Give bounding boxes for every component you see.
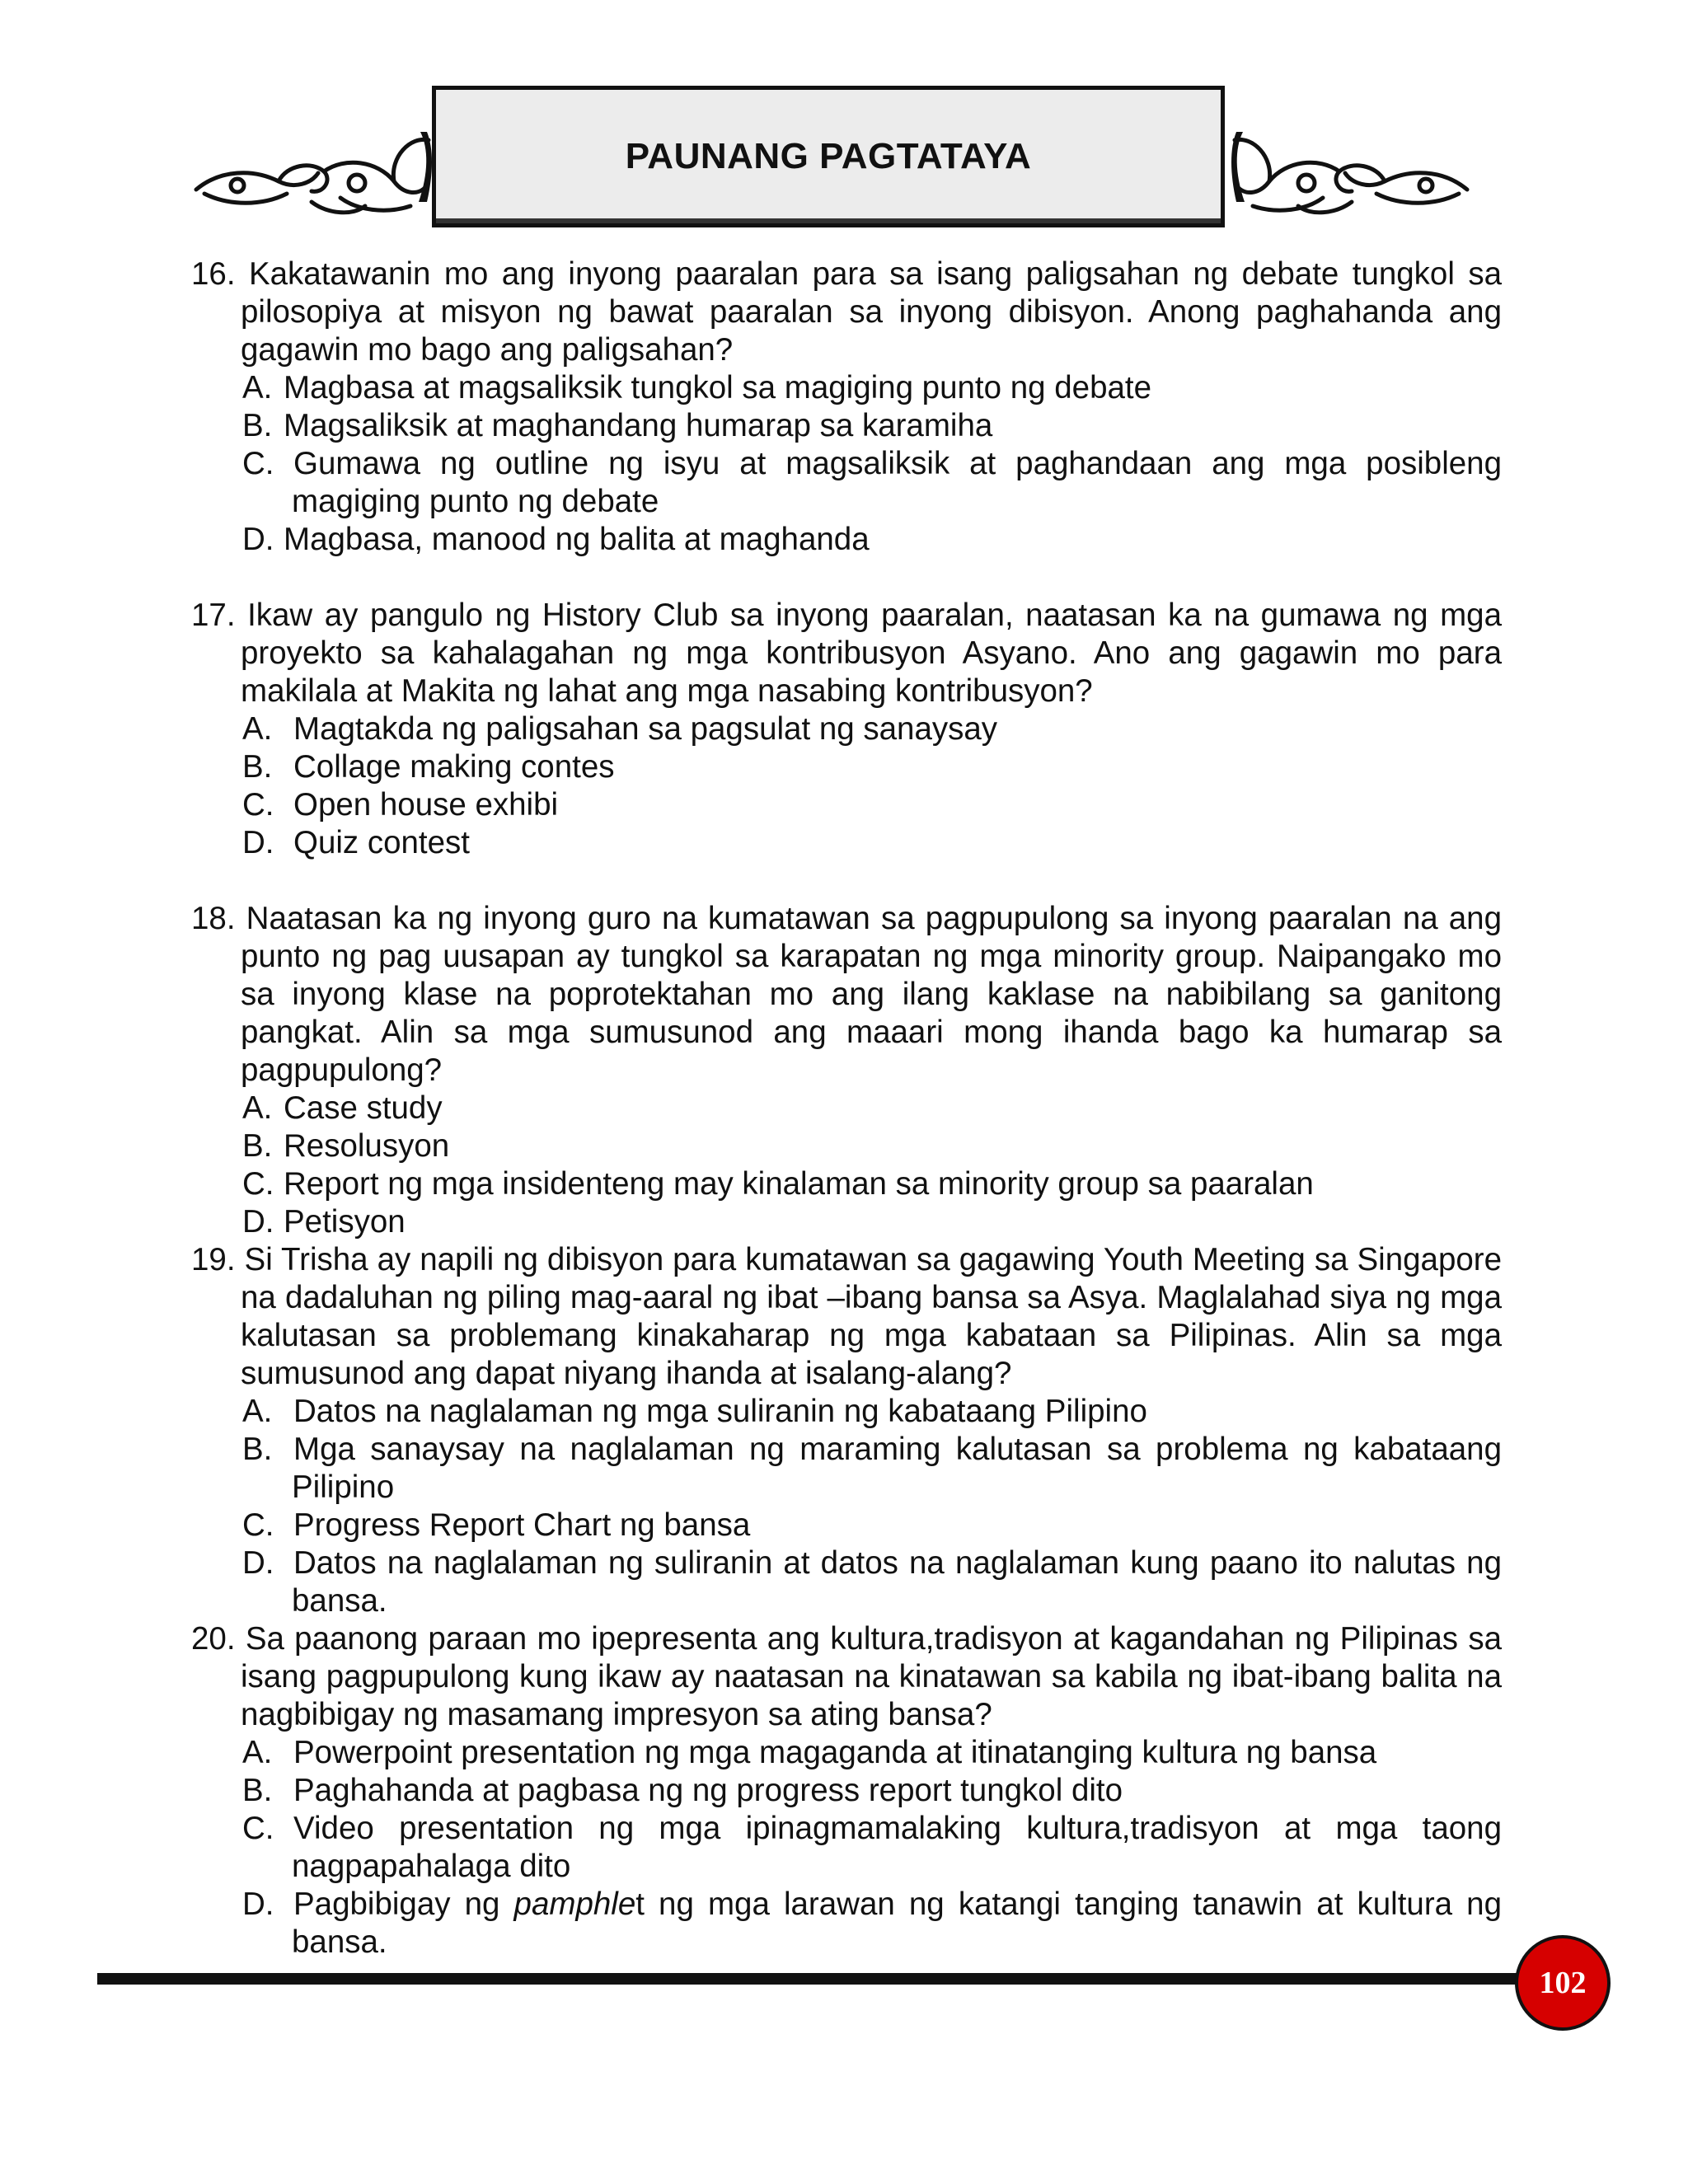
option-text: Case study (284, 1090, 443, 1126)
question-text: Ikaw ay pangulo ng History Club sa inyong paaralan, naatasan ka na gumawa ng mga proyekto sa kahalagahan ng mga kontribusyon Asyano. Ano ang gagawin mo para makilala at Makita ng lahat ang mga nasabing kontribusyon? (241, 598, 1502, 709)
option-text: Petisyon (284, 1204, 406, 1240)
option-letter: D. (242, 1204, 274, 1240)
left-ornament-icon (188, 124, 435, 223)
question-number: 18. (191, 901, 236, 936)
option-text: Report ng mga insidenteng may kinalaman sa minority group sa paaralan (284, 1166, 1314, 1202)
option-text: Powerpoint presentation ng mga magaganda at itinatanging kultura ng bansa (293, 1735, 1377, 1770)
option-text: Magbasa, manood ng balita at maghanda (284, 522, 870, 557)
option-list (191, 369, 1502, 559)
question-text: Si Trisha ay napili ng dibisyon para kumatawan sa gagawing Youth Meeting sa Singapore na dadaluhan ng piling mag-aaral ng ibat –ibang bansa sa Asya. Maglalahad siya ng mga kalutasan sa problemang kinakaharap ng mga kabataan sa Pilipinas. Alin sa mga sumusunod ang dapat niyang ihanda at isalang-alang? (241, 1242, 1503, 1391)
option-letter: B. (242, 408, 273, 443)
option-letter: A. (242, 711, 273, 747)
option-d[interactable] (191, 1886, 1502, 1961)
question-19 (191, 1241, 1502, 1620)
option-a[interactable] (191, 1393, 1502, 1431)
option-a[interactable] (191, 1734, 1502, 1772)
question-text: Sa paanong paraan mo ipepresenta ang kultura,tradisyon at kagandahan ng Pilipinas sa isang pagpupulong kung ikaw ay naatasan na kinatawan sa kabila ng ibat-ibang balita na nagbibigay ng masamang impresyon sa ating bansa? (241, 1621, 1502, 1732)
option-list (191, 710, 1502, 862)
option-b[interactable] (191, 748, 1502, 786)
option-letter: C. (242, 1166, 274, 1202)
page-number: 102 (1539, 1966, 1587, 2000)
option-text-italic: pamphle (513, 1886, 636, 1922)
option-c[interactable] (191, 1810, 1502, 1886)
option-b[interactable] (191, 1431, 1502, 1507)
option-text: Resolusyon (284, 1128, 450, 1164)
option-letter: B. (242, 1128, 273, 1164)
option-letter: B. (242, 749, 273, 785)
option-text-after: t ng mga larawan ng katangi tanging tanawin at kultura ng bansa. (292, 1886, 1502, 1960)
option-c[interactable] (191, 786, 1502, 824)
question-number: 16. (191, 256, 236, 292)
option-a[interactable] (191, 710, 1502, 748)
option-letter: C. (242, 1507, 274, 1543)
question-stem (191, 1241, 1502, 1393)
option-text: Magtakda ng paligsahan sa pagsulat ng sanaysay (293, 711, 998, 747)
option-text: Gumawa ng outline ng isyu at magsaliksik at paghandaan ang mga posibleng magiging punto ng debate (292, 446, 1502, 519)
question-stem (191, 1620, 1502, 1734)
question-number: 20. (191, 1621, 236, 1657)
option-text: Progress Report Chart ng bansa (293, 1507, 751, 1543)
question-list (191, 255, 1502, 1961)
question-20 (191, 1620, 1502, 1961)
option-list (191, 1393, 1502, 1620)
option-letter: A. (242, 1394, 273, 1429)
page-number-badge (1515, 1935, 1611, 2031)
option-text: Magsaliksik at maghandang humarap sa karamiha (284, 408, 993, 443)
question-text: Naatasan ka ng inyong guro na kumatawan sa pagpupulong sa inyong paaralan na ang punto ng pag uusapan ay tungkol sa karapatan ng mga minority group. Naipangako mo sa inyong klase na poprotektahan mo ang ilang kaklase na nabibilang sa ganitong pangkat. Alin sa mga sumusunod ang maaari mong ihanda bago ka humarap sa pagpupulong? (241, 901, 1502, 1088)
option-a[interactable] (191, 1090, 1502, 1127)
option-b[interactable] (191, 407, 1502, 445)
page-title: PAUNANG PAGTATAYA (625, 136, 1032, 176)
question-18 (191, 900, 1502, 1241)
option-letter: A. (242, 370, 273, 405)
option-c[interactable] (191, 445, 1502, 521)
question-text: Kakatawanin mo ang inyong paaralan para sa isang paligsahan ng debate tungkol sa pilosopiya at misyon ng bawat paaralan sa inyong dibisyon. Anong paghahanda ang gagawin mo bago ang paligsahan? (241, 256, 1502, 368)
question-16 (191, 255, 1502, 559)
option-d[interactable] (191, 1544, 1502, 1620)
option-b[interactable] (191, 1772, 1502, 1810)
option-letter: B. (242, 1432, 273, 1467)
option-b[interactable] (191, 1127, 1502, 1165)
option-text: Magbasa at magsaliksik tungkol sa magiging punto ng debate (284, 370, 1151, 405)
option-text: Video presentation ng mga ipinagmamalaking kultura,tradisyon at mga taong nagpapahalaga dito (292, 1811, 1502, 1884)
right-ornament-icon (1228, 124, 1475, 223)
question-stem (191, 900, 1502, 1090)
question-number: 17. (191, 598, 236, 633)
option-c[interactable] (191, 1165, 1502, 1203)
footer-rule (97, 1973, 1536, 1985)
option-letter: A. (242, 1735, 273, 1770)
header-box (432, 86, 1225, 227)
option-d[interactable] (191, 824, 1502, 862)
option-text: Open house exhibi (293, 787, 559, 823)
question-stem (191, 597, 1502, 710)
option-letter: A. (242, 1090, 273, 1126)
option-list (191, 1734, 1502, 1961)
option-letter: D. (242, 1886, 274, 1922)
option-text: Datos na naglalaman ng mga suliranin ng kabataang Pilipino (293, 1394, 1147, 1429)
option-list (191, 1090, 1502, 1241)
option-letter: D. (242, 1545, 274, 1581)
option-letter: C. (242, 787, 274, 823)
option-c[interactable] (191, 1507, 1502, 1544)
question-number: 19. (191, 1242, 236, 1277)
option-letter: C. (242, 446, 274, 481)
option-text: Collage making contes (293, 749, 615, 785)
option-text: Datos na naglalaman ng suliranin at datos na naglalaman kung paano ito nalutas ng bansa. (292, 1545, 1502, 1619)
question-stem (191, 255, 1502, 369)
option-letter: D. (242, 522, 274, 557)
question-17 (191, 597, 1502, 862)
option-text: Paghahanda at pagbasa ng ng progress report tungkol dito (293, 1773, 1123, 1808)
option-text: Quiz contest (293, 825, 470, 860)
option-letter: B. (242, 1773, 273, 1808)
option-text-before: Pagbibigay ng (293, 1886, 514, 1922)
option-d[interactable] (191, 521, 1502, 559)
option-a[interactable] (191, 369, 1502, 407)
option-d[interactable] (191, 1203, 1502, 1241)
option-letter: C. (242, 1811, 274, 1846)
option-letter: D. (242, 825, 274, 860)
option-text: Mga sanaysay na naglalaman ng maraming kalutasan sa problema ng kabataang Pilipino (292, 1432, 1502, 1505)
